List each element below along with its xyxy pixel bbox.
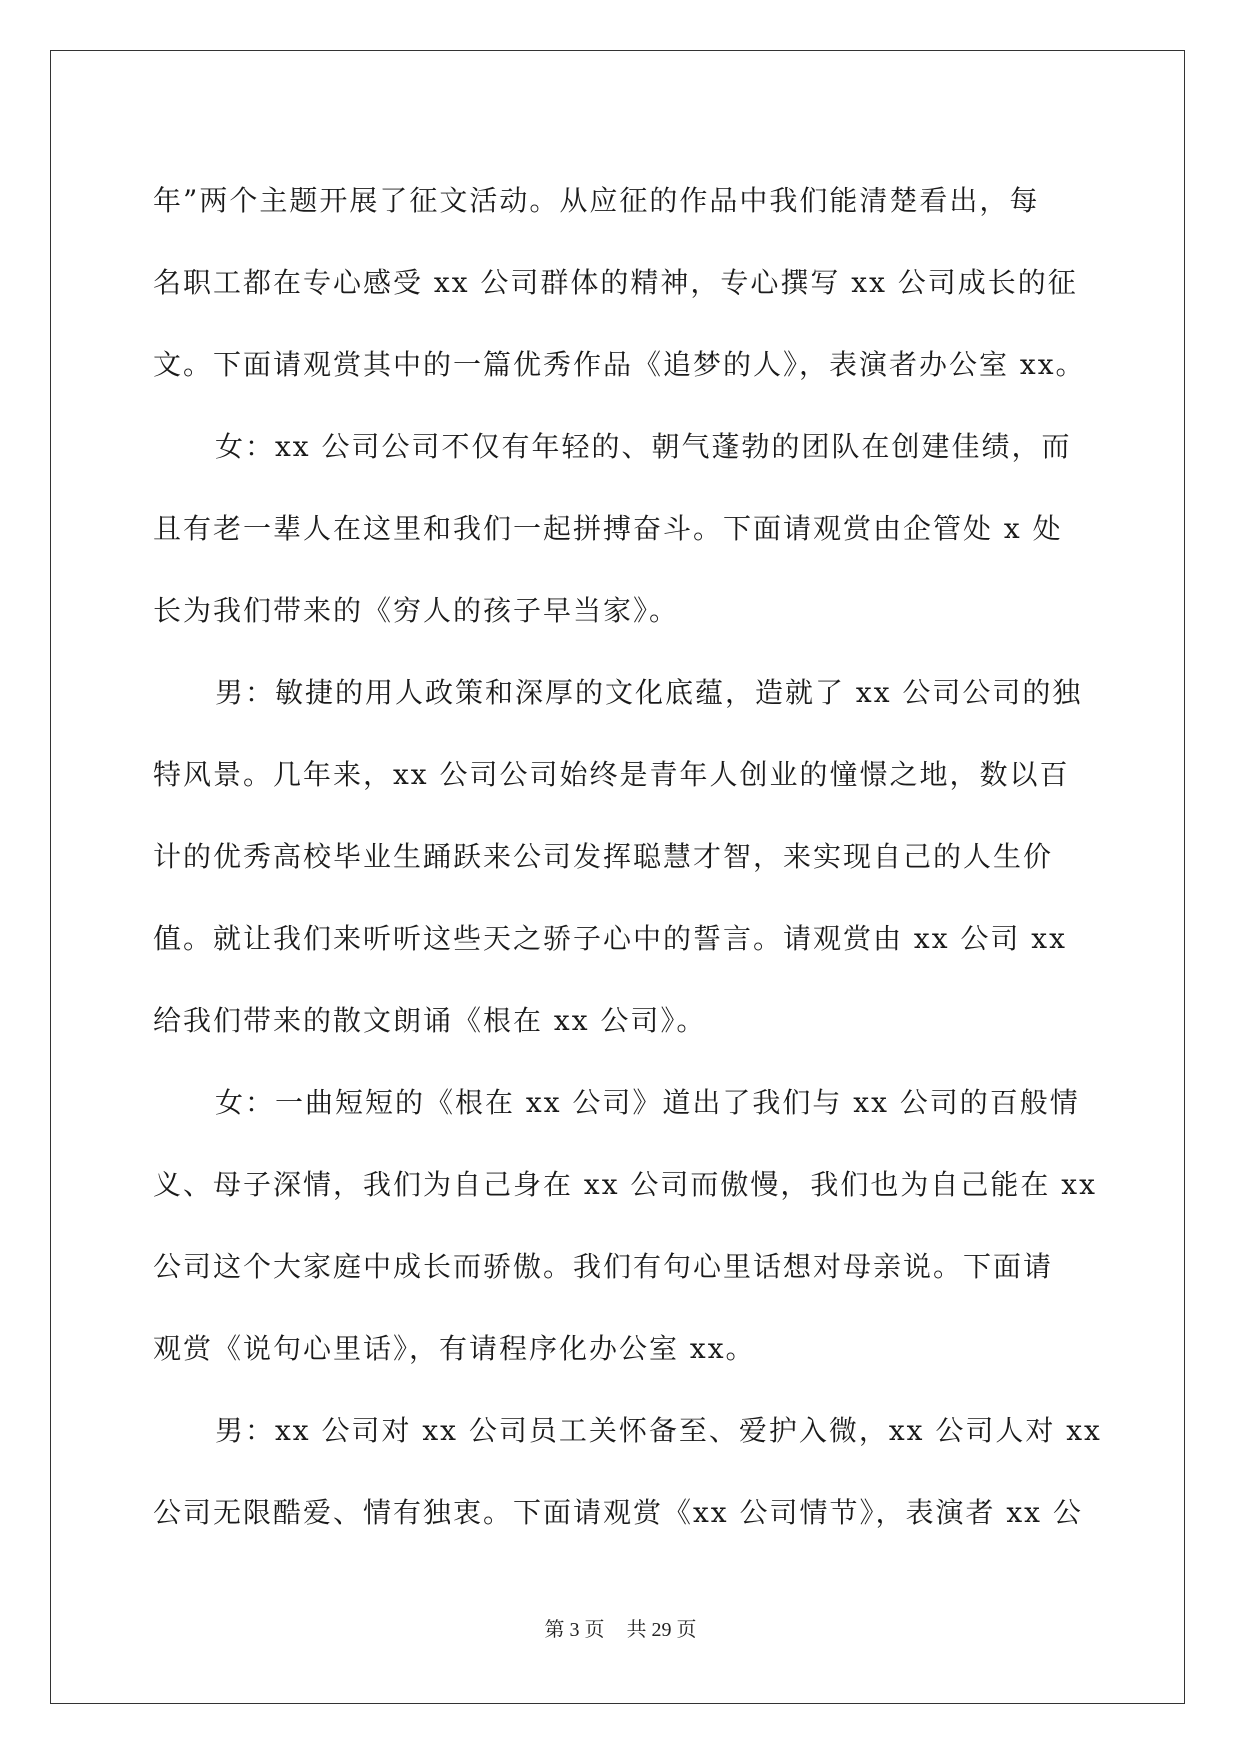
text-line: 男：敏捷的用人政策和深厚的文化底蕴，造就了 xx 公司公司的独 xyxy=(215,676,1083,709)
page-footer xyxy=(0,1613,1241,1642)
text-line: 义、母子深情，我们为自己身在 xx 公司而傲慢，我们也为自己能在 xx xyxy=(153,1168,1097,1201)
text-line: 长为我们带来的《穷人的孩子早当家》。 xyxy=(153,594,680,627)
paragraph-2 xyxy=(153,406,1093,652)
text-line: 给我们带来的散文朗诵《根在 xx 公司》。 xyxy=(153,1004,707,1037)
paragraph-3 xyxy=(153,652,1093,1062)
text-line: 计的优秀高校毕业生踊跃来公司发挥聪慧才智，来实现自己的人生价 xyxy=(153,840,1054,873)
text-line: 公司无限酷爱、情有独衷。下面请观赏《xx 公司情节》，表演者 xx 公 xyxy=(153,1496,1083,1529)
text-line: 男：xx 公司对 xx 公司员工关怀备至、爱护入微，xx 公司人对 xx xyxy=(215,1414,1102,1447)
text-line: 且有老一辈人在这里和我们一起拼搏奋斗。下面请观赏由企管处 x 处 xyxy=(153,512,1063,545)
text-line: 公司这个大家庭中成长而骄傲。我们有句心里话想对母亲说。下面请 xyxy=(153,1250,1054,1283)
text-line: 名职工都在专心感受 xx 公司群体的精神，专心撰写 xx 公司成长的征 xyxy=(153,266,1078,299)
text-line: 文。下面请观赏其中的一篇优秀作品《追梦的人》，表演者办公室 xx。 xyxy=(153,348,1086,381)
text-line: 观赏《说句心里话》，有请程序化办公室 xx。 xyxy=(153,1332,756,1365)
paragraph-5 xyxy=(153,1390,1102,1554)
text-line: 年”两个主题开展了征文活动。从应征的作品中我们能清楚看出，每 xyxy=(153,184,1040,217)
text-line: 女：xx 公司公司不仅有年轻的、朝气蓬勃的团队在创建佳绩，而 xyxy=(215,430,1072,463)
page-number: 第 3 页 xyxy=(544,1619,605,1641)
document-body xyxy=(153,160,1102,1554)
text-line: 特风景。几年来，xx 公司公司始终是青年人创业的憧憬之地，数以百 xyxy=(153,758,1070,791)
text-line: 女：一曲短短的《根在 xx 公司》道出了我们与 xx 公司的百般情 xyxy=(215,1086,1080,1119)
page-total: 共 29 页 xyxy=(626,1619,697,1641)
text-line: 值。就让我们来听听这些天之骄子心中的誓言。请观赏由 xx 公司 xx xyxy=(153,922,1067,955)
paragraph-4 xyxy=(153,1062,1097,1390)
paragraph-1 xyxy=(153,160,1093,406)
